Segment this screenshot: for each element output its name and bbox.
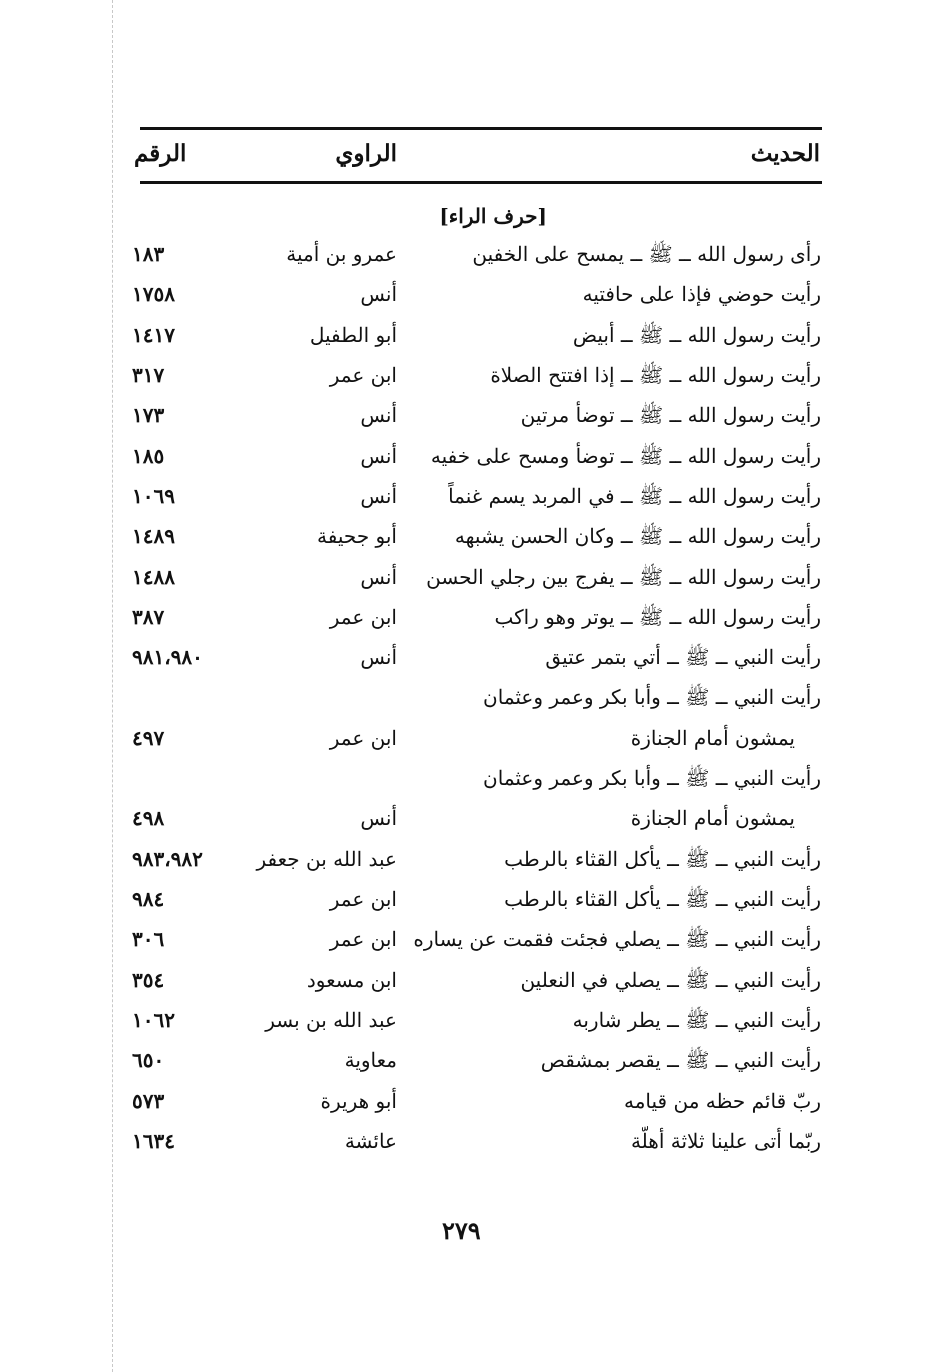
hadith-text: رأيت النبي ــ ﷺ ــ يأكل القثاء بالرطب [504, 847, 821, 871]
header-top-rule [140, 127, 822, 130]
narrator: أبو هريرة [320, 1089, 397, 1113]
hadith-number: ٩٨١،٩٨٠ [132, 645, 203, 669]
hadith-text: رأيت رسول الله ــ ﷺ ــ يوتر وهو راكب [494, 605, 821, 629]
narrator: عائشة [344, 1129, 397, 1153]
table-row [0, 1129, 937, 1169]
hadith-text: رأيت حوضي فإذا على حافتيه [582, 282, 821, 306]
hadith-text: رأيت النبي ــ ﷺ ــ وأبا بكر وعمر وعثمان [483, 766, 821, 790]
hadith-number: ٣١٧ [132, 363, 165, 387]
narrator: عمرو بن أمية [286, 242, 397, 266]
hadith-text: رأيت النبي ــ ﷺ ــ وأبا بكر وعمر وعثمان [483, 685, 821, 709]
table-row [0, 1008, 937, 1048]
table-row [0, 605, 937, 645]
hadith-number: ٩٨٣،٩٨٢ [132, 847, 203, 871]
narrator: ابن مسعود [306, 968, 397, 992]
narrator: ابن عمر [329, 363, 397, 387]
hadith-text: رأيت النبي ــ ﷺ ــ يصلي في النعلين [520, 968, 821, 992]
narrator: أبو الطفيل [309, 323, 397, 347]
hadith-text: رأيت رسول الله ــ ﷺ ــ إذا افتتح الصلاة [490, 363, 821, 387]
hadith-text: رأى رسول الله ــ ﷺ ــ يمسح على الخفين [472, 242, 821, 266]
hadith-number: ٤٩٨ [132, 806, 165, 830]
hadith-number: ١٨٣ [132, 242, 165, 266]
narrator: أنس [360, 444, 397, 468]
hadith-text: ربّما أتى علينا ثلاثة أهلّة [630, 1129, 821, 1153]
table-row [0, 968, 937, 1008]
hadith-text: رأيت رسول الله ــ ﷺ ــ أبيض [572, 323, 821, 347]
table-row [0, 806, 937, 846]
header-hadith: الحديث [750, 140, 820, 167]
table-row [0, 1048, 937, 1088]
header-rawi: الراوي [335, 140, 397, 167]
hadith-number: ٣٠٦ [132, 927, 165, 951]
hadith-number: ١٨٥ [132, 444, 165, 468]
table-row [0, 323, 937, 363]
narrator: ابن عمر [329, 726, 397, 750]
narrator: أنس [360, 484, 397, 508]
table-row [0, 847, 937, 887]
hadith-text: رأيت رسول الله ــ ﷺ ــ توضأ ومسح على خفيه [430, 444, 821, 468]
hadith-number: ١٤٨٩ [132, 524, 175, 548]
hadith-number: ٤٩٧ [132, 726, 165, 750]
narrator: أنس [360, 282, 397, 306]
table-row [0, 444, 937, 484]
table-row [0, 242, 937, 282]
narrator: أنس [360, 645, 397, 669]
hadith-number: ٣٥٤ [132, 968, 165, 992]
table-row [0, 565, 937, 605]
table-row [0, 726, 937, 766]
narrator: عبد الله بن جعفر [256, 847, 397, 871]
narrator: أنس [360, 806, 397, 830]
table-row [0, 524, 937, 564]
hadith-text: رأيت النبي ــ ﷺ ــ يطر شاربه [572, 1008, 821, 1032]
header-bottom-rule [140, 181, 822, 184]
narrator: أنس [360, 403, 397, 427]
narrator: عبد الله بن بسر [265, 1008, 397, 1032]
hadith-number: ٣٨٧ [132, 605, 165, 629]
narrator: أبو جحيفة [317, 524, 397, 548]
narrator: معاوية [344, 1048, 397, 1072]
table-row [0, 282, 937, 322]
table-row [0, 645, 937, 685]
hadith-text: رأيت رسول الله ــ ﷺ ــ توضأ مرتين [520, 403, 821, 427]
hadith-number: ١٦٣٤ [132, 1129, 175, 1153]
header-number: الرقم [134, 140, 187, 167]
table-row [0, 766, 937, 806]
table-row [0, 484, 937, 524]
hadith-number: ٦٥٠ [132, 1048, 165, 1072]
hadith-text: رأيت النبي ــ ﷺ ــ يصلي فجئت فقمت عن يساره [413, 927, 821, 951]
hadith-text: رأيت رسول الله ــ ﷺ ــ وكان الحسن يشبهه [454, 524, 821, 548]
hadith-number: ١٧٣ [132, 403, 165, 427]
hadith-text: رأيت النبي ــ ﷺ ــ يأكل القثاء بالرطب [504, 887, 821, 911]
table-row [0, 1089, 937, 1129]
hadith-text: يمشون أمام الجنازة [630, 806, 795, 830]
narrator: ابن عمر [329, 605, 397, 629]
hadith-number: ١٠٦٢ [132, 1008, 175, 1032]
hadith-number: ٩٨٤ [132, 887, 165, 911]
hadith-number: ٥٧٣ [132, 1089, 165, 1113]
hadith-text: يمشون أمام الجنازة [630, 726, 795, 750]
table-row [0, 363, 937, 403]
hadith-text: ربّ قائم حظه من قيامه [623, 1089, 821, 1113]
narrator: أنس [360, 565, 397, 589]
hadith-number: ١٤١٧ [132, 323, 175, 347]
table-row [0, 403, 937, 443]
hadith-number: ١٧٥٨ [132, 282, 175, 306]
page-number: ٢٧٩ [442, 1216, 481, 1245]
narrator: ابن عمر [329, 927, 397, 951]
hadith-text: رأيت النبي ــ ﷺ ــ أتي بتمر عتيق [545, 645, 821, 669]
narrator: ابن عمر [329, 887, 397, 911]
hadith-text: رأيت رسول الله ــ ﷺ ــ يفرج بين رجلي الحسن [426, 565, 821, 589]
hadith-text: رأيت رسول الله ــ ﷺ ــ في المربد يسم غنماً [448, 484, 821, 508]
section-title: [حرف الراء] [439, 204, 547, 228]
hadith-number: ١٤٨٨ [132, 565, 175, 589]
hadith-number: ١٠٦٩ [132, 484, 175, 508]
table-row [0, 685, 937, 725]
hadith-text: رأيت النبي ــ ﷺ ــ يقصر بمشقص [540, 1048, 821, 1072]
table-row [0, 887, 937, 927]
table-row [0, 927, 937, 967]
